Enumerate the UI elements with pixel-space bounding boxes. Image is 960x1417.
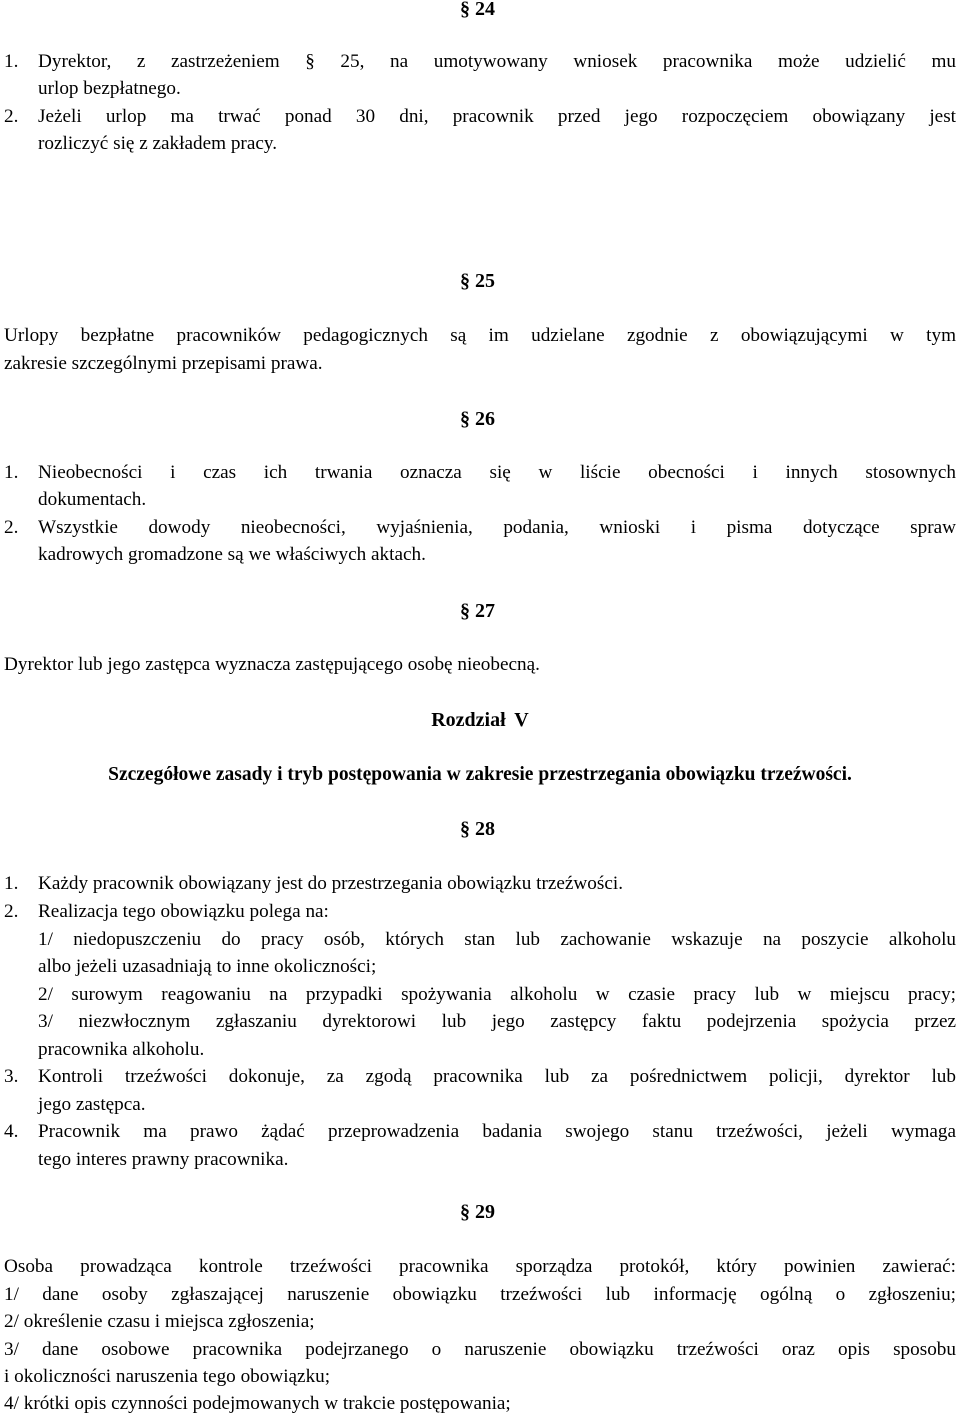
- item-text: Pracownik ma prawo żądać przeprowadzenia badania swojego stanu trzeźwości, jeżeli wymaga: [38, 1121, 956, 1142]
- item-number: 3.: [4, 1066, 19, 1087]
- item-text: 1/ niedopuszczeniu do pracy osób, których stan lub zachowanie wskazuje na poszycie alkoholu: [38, 929, 956, 950]
- paragraph-text: Osoba prowadząca kontrole trzeźwości pracownika sporządza protokół, który powinien zawierać:: [4, 1256, 956, 1277]
- item-text: pracownika alkoholu.: [38, 1039, 205, 1060]
- item-number: 2.: [4, 517, 19, 538]
- section-heading-27: § 27: [460, 600, 495, 622]
- chapter-subtitle: Szczegółowe zasady i tryb postępowania w zakresie przestrzegania obowiązku trzeźwości.: [108, 764, 852, 785]
- item-number: 1.: [4, 51, 19, 72]
- item-text: 2/ surowym reagowaniu na przypadki spożywania alkoholu w czasie pracy lub w miejscu pracy;: [38, 984, 956, 1005]
- chapter-title: Rozdział V: [431, 709, 529, 731]
- item-text: Kontroli trzeźwości dokonuje, za zgodą pracownika lub za pośrednictwem policji, dyrektor lub: [38, 1066, 956, 1087]
- item-text: dokumentach.: [38, 489, 147, 510]
- section-heading-29: § 29: [460, 1201, 495, 1223]
- item-text: Jeżeli urlop ma trwać ponad 30 dni, pracownik przed jego rozpoczęciem obowiązany jest: [38, 106, 956, 127]
- item-text: Dyrektor, z zastrzeżeniem § 25, na umotywowany wniosek pracownika może udzielić mu: [38, 51, 956, 72]
- item-text: i okoliczności naruszenia tego obowiązku;: [4, 1366, 331, 1387]
- section-heading-28: § 28: [460, 818, 495, 840]
- item-number: 1.: [4, 462, 19, 483]
- section-heading-24: § 24: [460, 0, 495, 20]
- item-text: urlop bezpłatnego.: [38, 78, 181, 99]
- item-number: 1.: [4, 873, 19, 894]
- item-text: 3/ dane osobowe pracownika podejrzanego o naruszenie obowiązku trzeźwości oraz opis sposobu: [4, 1339, 956, 1360]
- item-number: 2.: [4, 106, 19, 127]
- item-text: kadrowych gromadzone są we właściwych aktach.: [38, 544, 426, 565]
- paragraph-text: zakresie szczególnymi przepisami prawa.: [4, 353, 323, 374]
- item-number: 2.: [4, 901, 19, 922]
- item-text: tego interes prawny pracownika.: [38, 1149, 289, 1170]
- item-text: Realizacja tego obowiązku polega na:: [38, 901, 329, 922]
- item-text: 3/ niezwłocznym zgłaszaniu dyrektorowi lub jego zastępcy faktu podejrzenia spożycia przez: [38, 1011, 956, 1032]
- item-text: rozliczyć się z zakładem pracy.: [38, 133, 277, 154]
- item-text: jego zastępca.: [38, 1094, 146, 1115]
- item-text: Nieobecności i czas ich trwania oznacza się w liście obecności i innych stosownych: [38, 462, 956, 483]
- section-heading-25: § 25: [460, 270, 495, 292]
- paragraph-text: Urlopy bezpłatne pracowników pedagogicznych są im udzielane zgodnie z obowiązującymi w tym: [4, 325, 956, 346]
- item-text: Każdy pracownik obowiązany jest do przestrzegania obowiązku trzeźwości.: [38, 873, 623, 894]
- item-number: 4.: [4, 1121, 19, 1142]
- paragraph-text: Dyrektor lub jego zastępca wyznacza zastępującego osobę nieobecną.: [4, 654, 540, 675]
- item-text: Wszystkie dowody nieobecności, wyjaśnienia, podania, wnioski i pisma dotyczące spraw: [38, 517, 956, 538]
- item-text: 2/ określenie czasu i miejsca zgłoszenia;: [4, 1311, 315, 1332]
- item-text: albo jeżeli uzasadniają to inne okoliczności;: [38, 956, 377, 977]
- item-text: 4/ krótki opis czynności podejmowanych w trakcie postępowania;: [4, 1393, 511, 1414]
- section-heading-26: § 26: [460, 408, 495, 430]
- item-text: 1/ dane osoby zgłaszającej naruszenie obowiązku trzeźwości lub informację ogólną o zgłoszeniu;: [4, 1284, 956, 1305]
